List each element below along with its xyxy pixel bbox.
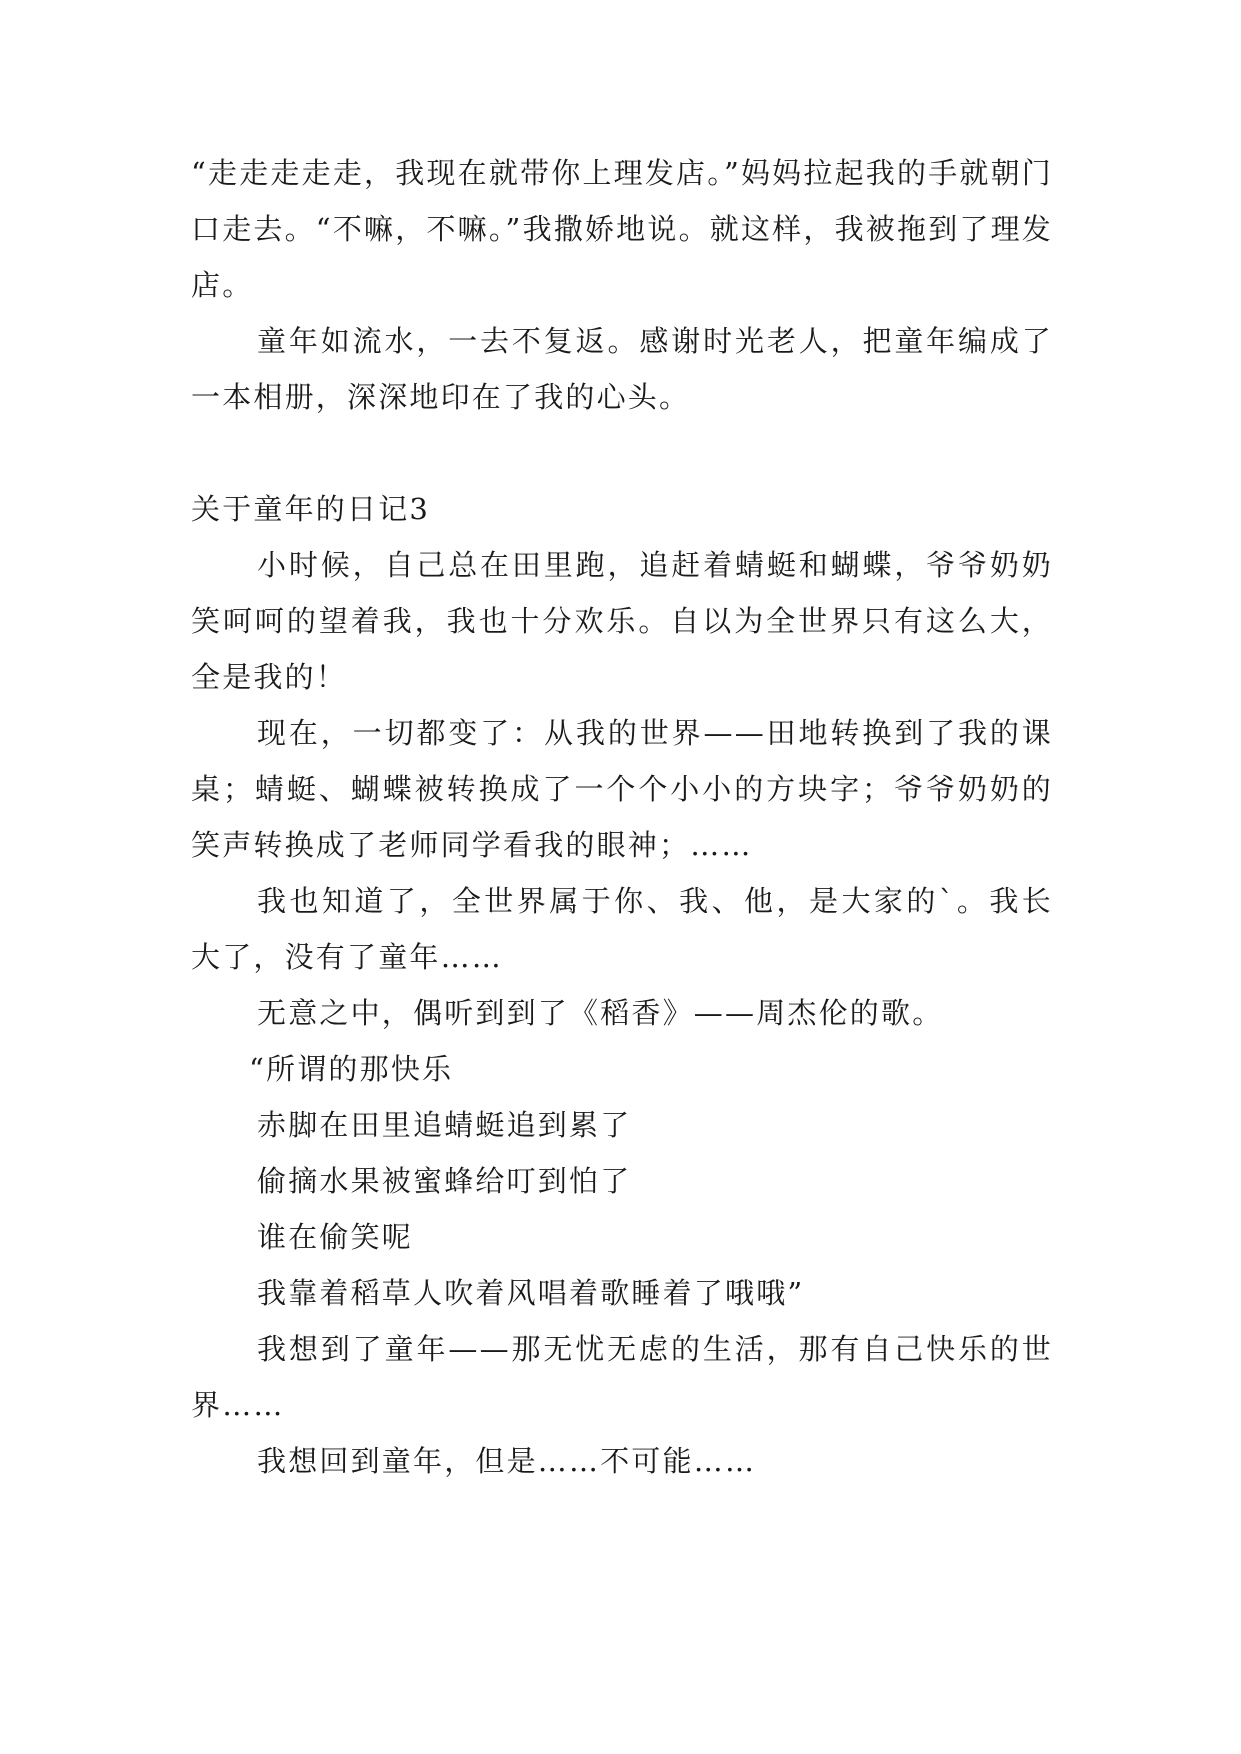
paragraph: 无意之中，偶听到到了《稻香》——周杰伦的歌。: [257, 996, 944, 1030]
poem-line: 谁在偷笑呢: [257, 1220, 414, 1254]
poem-line: “所谓的那快乐: [249, 1052, 454, 1086]
paragraph: 我也知道了，全世界属于你、我、他，是大家的`。我长大了，没有了童年……: [191, 884, 1053, 974]
section-title: 关于童年的日记3: [191, 492, 431, 526]
paragraph: 童年如流水，一去不复返。感谢时光老人，把童年编成了一本相册，深深地印在了我的心头。: [191, 324, 1053, 414]
poem-line: 赤脚在田里追蜻蜓追到累了: [257, 1108, 632, 1142]
paragraph: “走走走走走，我现在就带你上理发店。”妈妈拉起我的手就朝门口走去。“不嘛，不嘛。”我撒娇地说。就这样，我被拖到了理发店。: [191, 156, 1053, 302]
paragraph: 小时候，自己总在田里跑，追赶着蜻蜓和蝴蝶，爷爷奶奶笑呵呵的望着我，我也十分欢乐。自以为全世界只有这么大，全是我的！: [191, 548, 1053, 694]
paragraph: 我想回到童年，但是……不可能……: [257, 1444, 757, 1478]
section-gap: [191, 425, 1053, 481]
paragraph: 现在，一切都变了：从我的世界——田地转换到了我的课桌；蜻蜓、蝴蝶被转换成了一个个小小的方块字；爷爷奶奶的笑声转换成了老师同学看我的眼神；……: [191, 716, 1053, 862]
poem-line: 偷摘水果被蜜蜂给叮到怕了: [257, 1164, 632, 1198]
poem-line: 我靠着稻草人吹着风唱着歌睡着了哦哦”: [257, 1276, 805, 1310]
paragraph: 我想到了童年——那无忧无虑的生活，那有自己快乐的世界……: [191, 1332, 1053, 1422]
document-body: [191, 145, 1053, 1489]
